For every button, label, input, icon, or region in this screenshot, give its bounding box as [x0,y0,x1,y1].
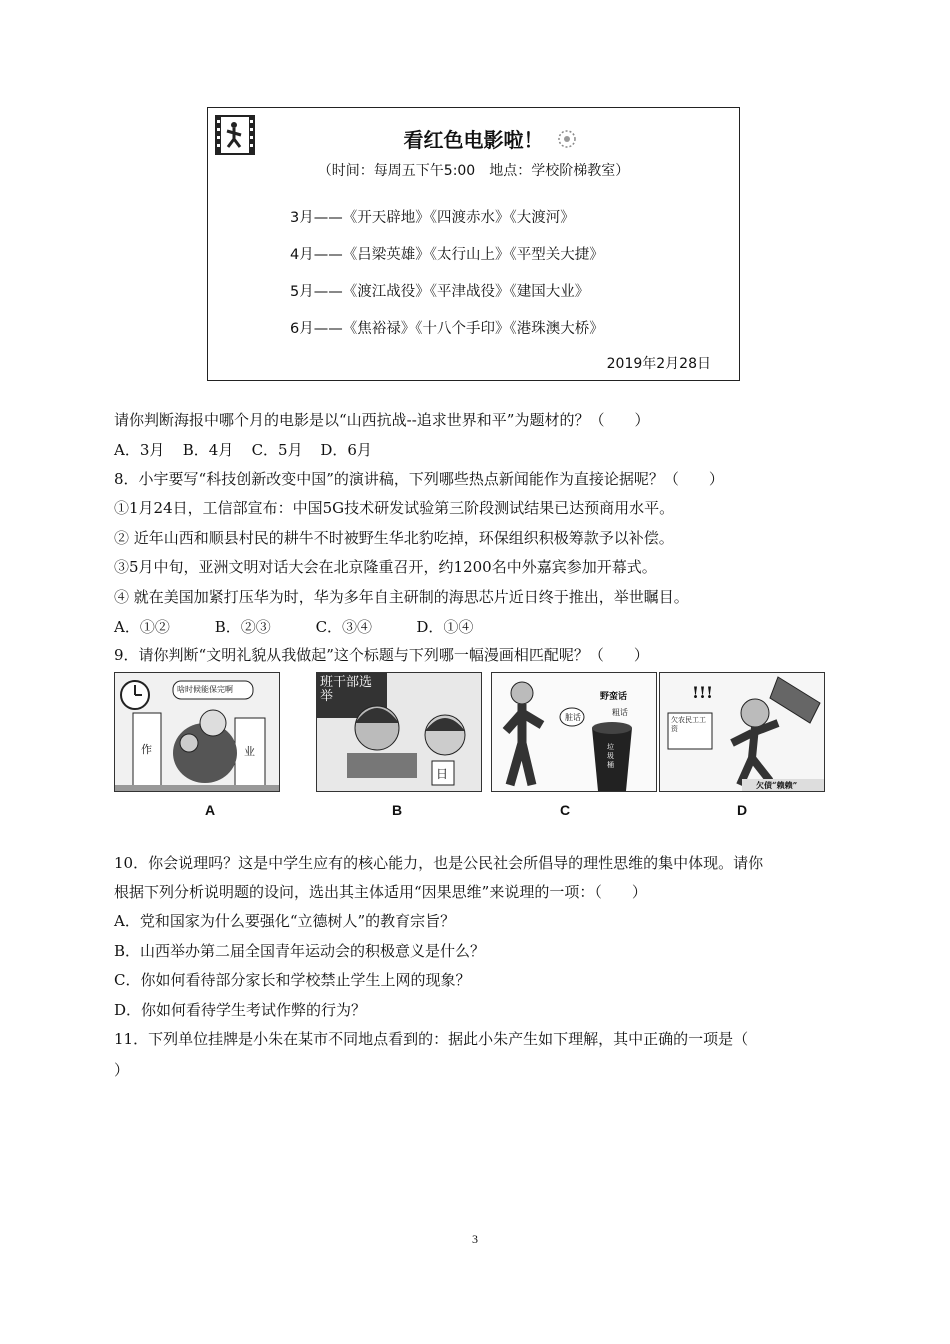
comic-c-bin: 垃圾桶 [607,743,614,769]
poster-films: 《渡江战役》《平津战役》《建国大业》 [342,284,590,300]
poster-films: 《焦裕禄》《十八个手印》《港珠澳大桥》 [342,321,604,337]
q8-option-a: A．①② [114,618,170,636]
comic-label-c: C [559,802,571,818]
comic-d-tag: 欠债“赖赖” [756,780,798,790]
page-number: 3 [472,1232,478,1246]
q7-option-d: D．6月 [320,441,372,459]
comic-d-marks: !!! [692,683,714,702]
comic-c-illustration [492,673,657,792]
q8-option-b: B．②③ [214,618,271,636]
comic-c-bubble-2: 野蛮话 [600,692,628,702]
poster-month: 6月—— [290,321,343,337]
comic-c-bubble-3: 粗话 [612,708,628,717]
q8-stem: 8．小宇要写“科技创新改变中国”的演讲稿，下列哪些热点新闻能作为直接论据呢？（ ） [114,470,724,488]
q8-option-d: D．①④ [416,618,474,636]
q8-option-c: C．③④ [315,618,373,636]
q11-stem-line2: ） [114,1061,130,1079]
comic-panel-d [659,672,825,792]
poster-row [290,317,604,338]
comic-panel-a [114,672,280,792]
poster-subtitle: （时间：每周五下午5:00 地点：学校阶梯教室） [317,163,630,179]
q8-options [114,617,473,637]
q9-stem: 9．请你判断“文明礼貌从我做起”这个标题与下列哪一幅漫画相匹配呢？（ ） [114,646,649,664]
comic-a-sign: 啥时候能保完啊 [177,685,233,694]
poster-month: 5月—— [290,284,343,300]
comic-panel-c [491,672,657,792]
q8-item: ④ 就在美国加紧打压华为时，华为多年自主研制的海思芯片近日终于推出，举世瞩目。 [114,588,689,606]
comic-d-sign: 欠农民工工资 [671,716,706,733]
sparkle-icon [556,128,578,150]
q7-stem: 请你判断海报中哪个月的电影是以“山西抗战--追求世界和平”为题材的？（ ） [114,411,650,429]
comic-panels [114,672,836,822]
q7-option-a: A．3月 [114,441,165,459]
q7-option-c: C．5月 [251,441,303,459]
movie-poster [207,107,740,381]
q10-option-b: B．山西举办第二届全国青年运动会的积极意义是什么？ [114,942,486,960]
q7-options [114,440,372,460]
poster-row [290,206,575,227]
comic-c-bubble: 脏话 [565,713,581,722]
comic-label-d: D [736,802,748,818]
q10-option-c: C．你如何看待部分家长和学校禁止学生上网的现象？ [114,971,471,989]
poster-row [290,280,589,301]
poster-films: 《吕梁英雄》《太行山上》《平型关大捷》 [342,247,604,263]
q7-option-b: B．4月 [182,441,234,459]
q10-stem-line1: 10．你会说理吗？这是中学生应有的核心能力，也是公民社会所倡导的理性思维的集中体现。请你 [114,854,764,872]
q10-option-d: D．你如何看待学生考试作弊的行为？ [114,1001,367,1019]
q10-stem-line2: 根据下列分析说明题的设问，选出其主体适用“因果思维”来说理的一项：（ ） [114,883,647,901]
comic-panel-b [316,672,482,792]
q8-item: ② 近年山西和顺县村民的耕牛不时被野生华北豹吃掉，环保组织积极筹款予以补偿。 [114,529,674,547]
q11-stem-line1: 11．下列单位挂牌是小朱在某市不同地点看到的：据此小朱产生如下理解，其中正确的一项是（ [114,1030,749,1048]
poster-date: 2019年2月28日 [606,356,711,372]
poster-row [290,243,604,264]
poster-title: 看红色电影啦！ [403,128,544,152]
comic-label-a: A [204,802,216,818]
comic-a-left-char: 作 [141,743,152,756]
q10-option-a: A．党和国家为什么要强化“立德树人”的教育宗旨？ [114,912,456,930]
q8-item: ③5月中旬，亚洲文明对话大会在北京隆重召开，约1200名中外嘉宾参加开幕式。 [114,558,657,576]
q8-item: ①1月24日，工信部宣布：中国5G技术研发试验第三阶段测试结果已达预商用水平。 [114,499,675,517]
comic-b-sign: 班干部选举 [320,675,373,704]
poster-month: 3月—— [290,210,343,226]
comic-a-right-char: 业 [244,745,255,758]
comic-b-tag: 日 [436,767,449,781]
comic-label-b: B [391,802,403,818]
poster-month: 4月—— [290,247,343,263]
poster-films: 《开天辟地》《四渡赤水》《大渡河》 [342,210,575,226]
